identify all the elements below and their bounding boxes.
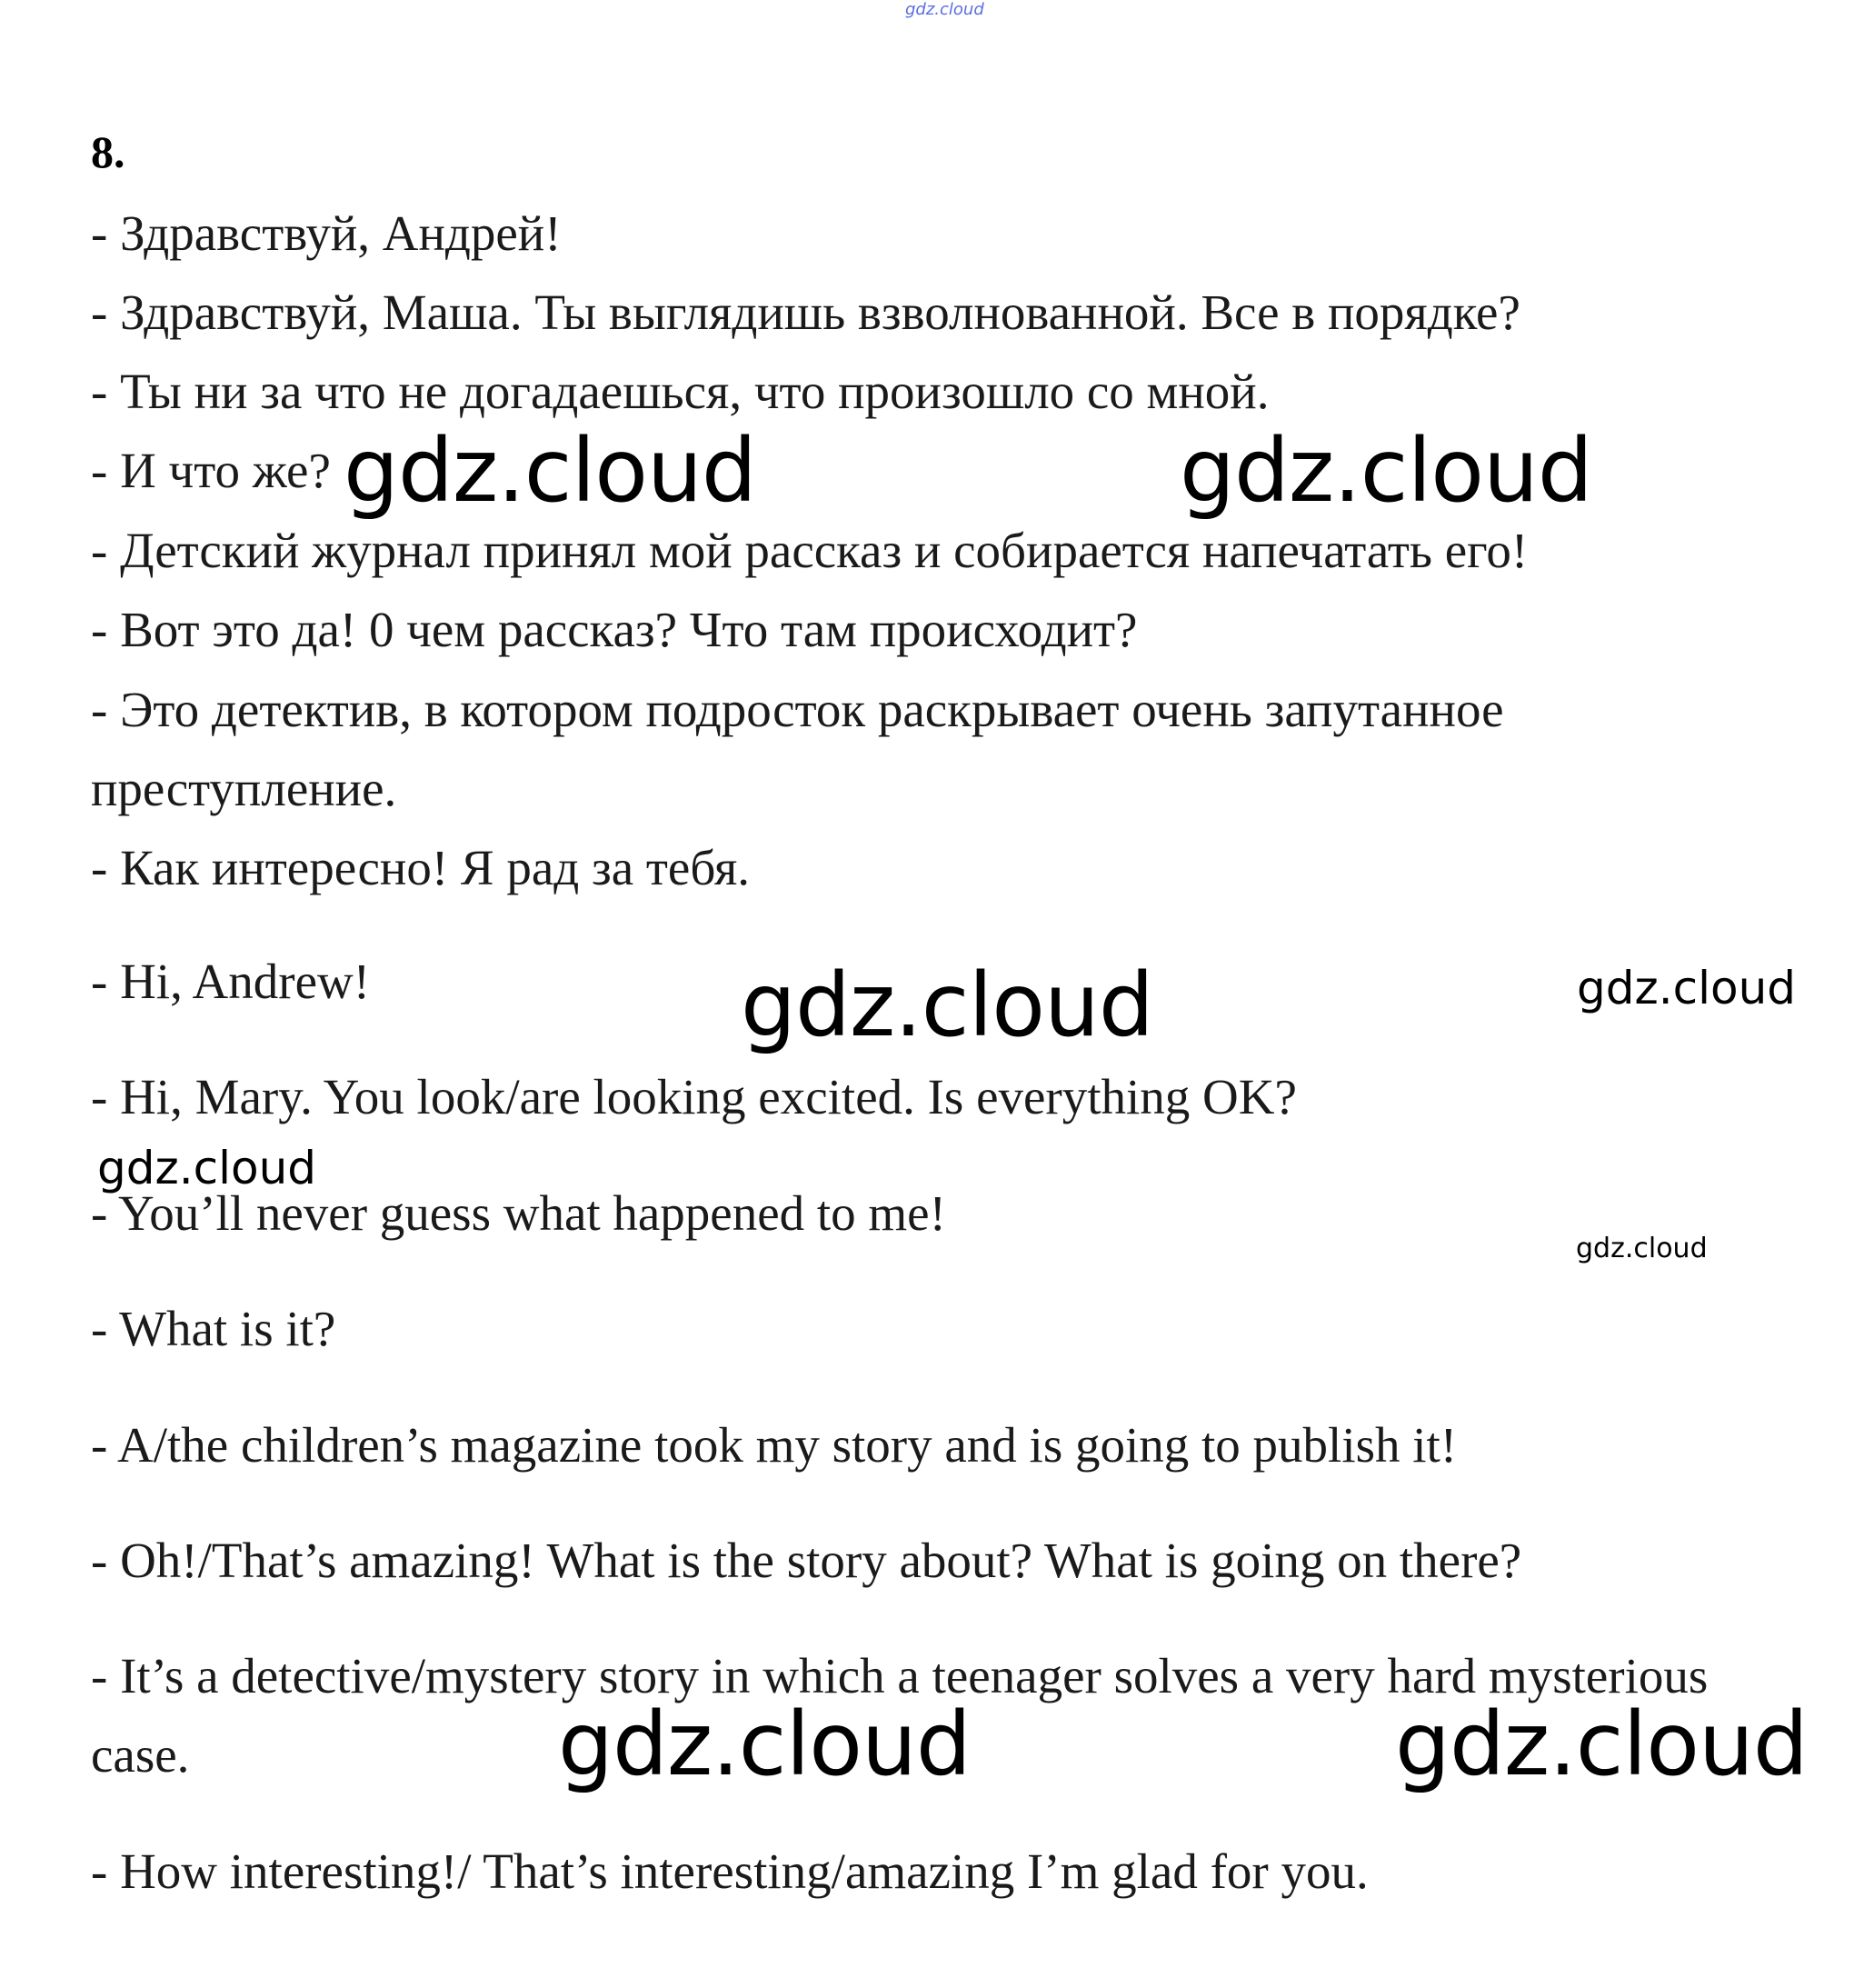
english-line: - How interesting!/ That’s interesting/amazing I’m glad for you. [91,1843,1369,1899]
russian-line: - Это детектив, в котором подросток раскрывает очень запутанное [91,682,1504,737]
english-line: - Oh!/That’s amazing! What is the story about? What is going on there? [91,1533,1522,1588]
russian-line: - И что же? [91,443,331,498]
english-line: - Hi, Andrew! [91,954,371,1009]
russian-line: преступление. [91,761,397,816]
english-line: - What is it? [91,1301,336,1356]
russian-line: - Как интересно! Я рад за тебя. [91,840,750,895]
watermark: gdz.cloud [344,420,756,522]
english-line: - It’s a detective/mystery story in which a teenager solves a very hard mysterious [91,1648,1709,1703]
watermark: gdz.cloud [741,954,1153,1056]
watermark: gdz.cloud [1395,1693,1808,1795]
russian-line: - Ты ни за что не догадаешься, что произошло со мной. [91,364,1270,419]
watermark: gdz.cloud [1577,962,1797,1014]
english-line: - You’ll never guess what happened to me! [91,1185,946,1241]
watermark: gdz.cloud [97,1142,317,1194]
english-line: case. [91,1727,190,1783]
exercise-number: 8. [91,126,125,177]
english-line: - A/the children’s magazine took my story and is going to publish it! [91,1417,1458,1473]
russian-line: - Здравствуй, Маша. Ты выглядишь взволнованной. Все в порядке? [91,285,1520,340]
watermark-top: gdz.cloud [905,0,984,19]
watermark: gdz.cloud [1180,420,1592,522]
russian-line: - Детский журнал принял мой рассказ и собирается напечатать его! [91,523,1529,578]
russian-line: - Здравствуй, Андрей! [91,205,562,261]
russian-line: - Вот это да! 0 чем рассказ? Что там происходит? [91,602,1138,657]
watermark: gdz.cloud [558,1693,971,1795]
english-line: - Hi, Mary. You look/are looking excited. Is everything OK? [91,1069,1297,1124]
watermark: gdz.cloud [1576,1233,1708,1264]
